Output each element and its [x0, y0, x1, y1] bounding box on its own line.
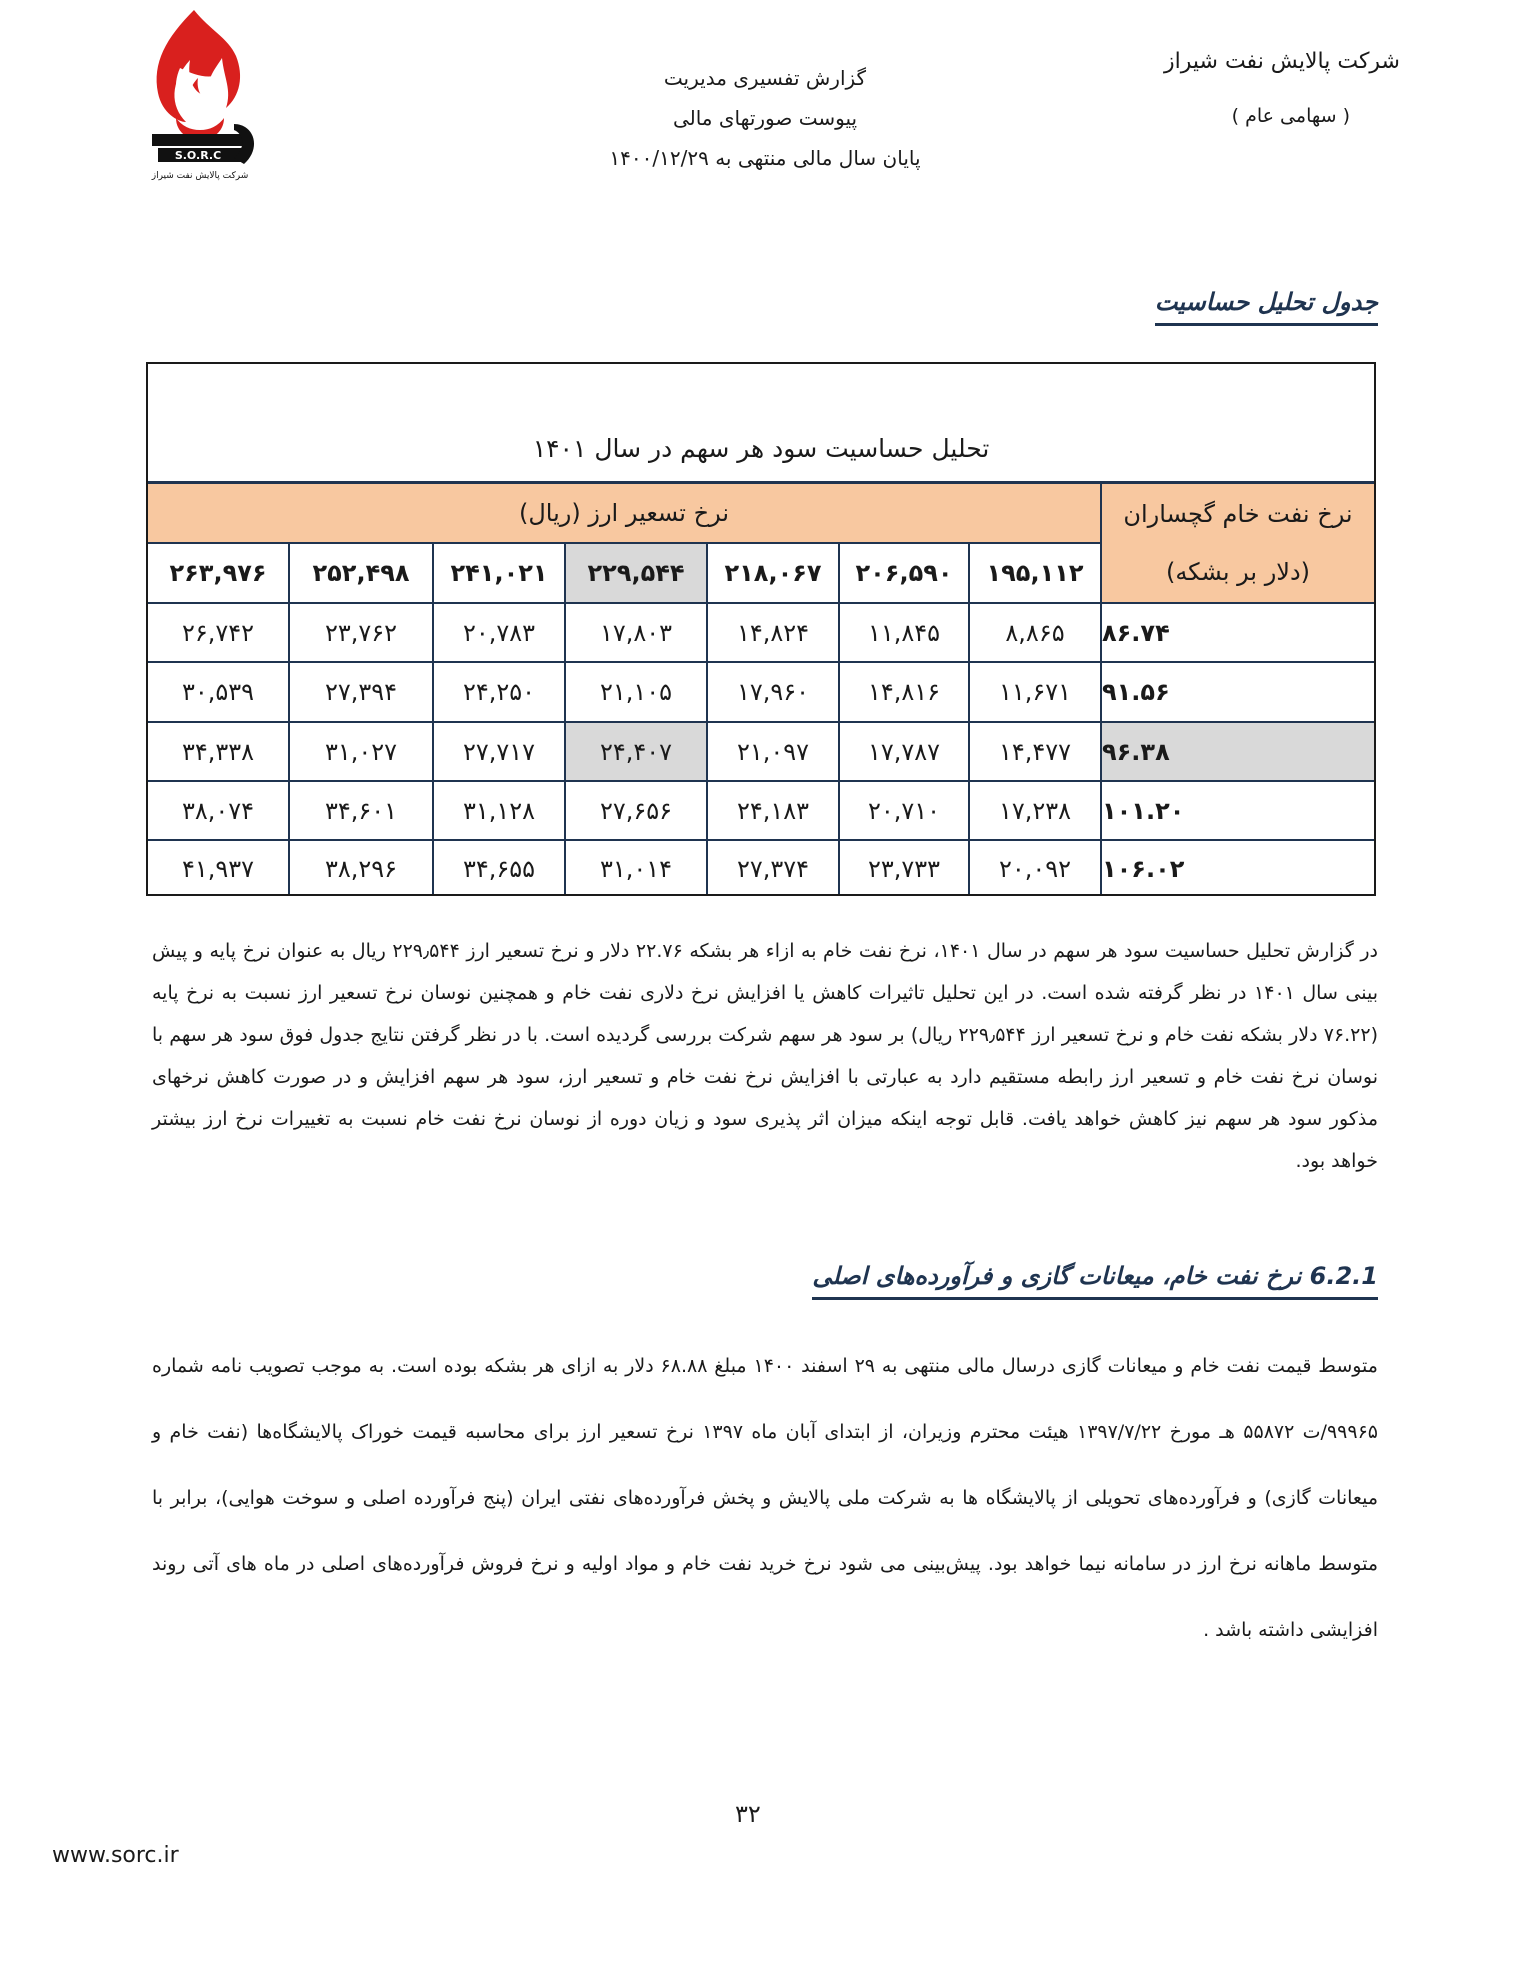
- sorc-logo: [136, 8, 264, 198]
- report-subtitle: پیوست صورتهای مالی: [672, 106, 858, 130]
- oil-price-cell: ۱۰۱.۲۰: [1102, 782, 1374, 841]
- eps-cell: ۳۴,۶۵۵: [434, 841, 566, 896]
- fx-rate-cell: ۲۴۱,۰۲۱: [434, 544, 566, 604]
- svg-text:S.O.R.C: S.O.R.C: [174, 149, 222, 162]
- oil-price-header: [1102, 484, 1374, 604]
- eps-cell: ۲۷,۶۵۶: [566, 782, 708, 841]
- eps-cell: ۲۳,۷۶۲: [290, 604, 434, 663]
- eps-cell: ۴۱,۹۳۷: [148, 841, 290, 896]
- eps-cell: ۳۴,۶۰۱: [290, 782, 434, 841]
- eps-cell: ۳۱,۱۲۸: [434, 782, 566, 841]
- svg-text:شرکت پالایش نفت شیراز: شرکت پالایش نفت شیراز: [151, 171, 249, 181]
- eps-cell: ۲۰,۰۹۲: [970, 841, 1102, 896]
- sensitivity-table: [146, 362, 1376, 896]
- sensitivity-table-heading: جدول تحلیل حساسیت: [1155, 286, 1378, 326]
- company-type: ( سهامی عام ): [1231, 105, 1350, 127]
- sensitivity-grid: [148, 481, 1374, 896]
- eps-cell: ۱۱,۸۴۵: [840, 604, 970, 663]
- eps-cell: ۳۰,۵۳۹: [148, 663, 290, 723]
- report-header: [540, 58, 990, 178]
- fx-rate-cell: ۱۹۵,۱۱۲: [970, 544, 1102, 604]
- eps-cell: ۲۷,۳۹۴: [290, 663, 434, 723]
- eps-cell: ۳۴,۳۳۸: [148, 723, 290, 782]
- eps-cell: ۳۱,۰۱۴: [566, 841, 708, 896]
- table-title: تحلیل حساسیت سود هر سهم در سال ۱۴۰۱: [532, 434, 990, 463]
- sensitivity-explanation: در گزارش تحلیل حساسیت سود هر سهم در سال ۱۴۰۱، نرخ نفت خام به ازاء هر بشکه ۲۲.۷۶ دلار و نرخ تسعیر ارز ۲۲۹٫۵۴۴ ریال به عنوان نرخ پایه و پیش بینی سال ۱۴۰۱ در نظر گرفته شده است. در این تحلیل تاثیرات کاهش یا افزایش نرخ دلاری نفت خام و همچنین نوسان نرخ تسعیر ارز نسبت به نرخ پایه (۷۶.۲۲ دلار بشکه نفت خام و نرخ تسعیر ارز ۲۲۹٫۵۴۴ ریال) بر سود هر سهم شرکت بررسی گردیده است. با در نظر گرفتن نتایج جدول فوق سود هر سهم با نوسان نرخ نفت خام و تسعیر ارز رابطه مستقیم دارد به عبارتی با افزایش نرخ نفت خام و تسعیر ارز، سود هر سهم افزایش و در صورت کاهش نرخهای مذکور سود هر سهم نیز کاهش خواهد یافت. قابل توجه اینکه میزان اثر پذیری سود و زیان دوره از نوسان نرخ نفت خام نسبت به تغییرات نرخ ارز بیشتر خواهد بود.: [152, 940, 1378, 1172]
- company-name-block: [1040, 48, 1400, 130]
- eps-cell: ۲۱,۰۹۷: [708, 723, 840, 782]
- report-period: پایان سال مالی منتهی به ۱۴۰۰/۱۲/۲۹: [609, 146, 921, 170]
- crude-oil-rates-paragraph: متوسط قیمت نفت خام و میعانات گازی درسال مالی منتهی به ۲۹ اسفند ۱۴۰۰ مبلغ ۶۸.۸۸ دلار به ازای هر بشکه بوده است. به موجب تصویب نامه شماره ۹۹۹۶۵/ت ۵۵۸۷۲ هـ مورخ ۱۳۹۷/۷/۲۲ هیئت محترم وزیران، از ابتدای آبان ماه ۱۳۹۷ نرخ تسعیر ارز برای محاسبه قیمت خوراک پالایشگاه‌ها (نفت خام و میعانات گازی) و فرآورده‌های تحویلی از پالایشگاه ها به شرکت ملی پالایش و پخش فرآورده‌های نفتی ایران (پنج فرآورده اصلی و سوخت هوایی)، برابر با متوسط ماهانه نرخ ارز در سامانه نیما خواهد بود. پیش‌بینی می شود نرخ خرید نفت خام و مواد اولیه و نرخ فروش فرآورده‌های اصلی در ماه های آتی روند افزایشی داشته باشد .: [152, 1355, 1378, 1641]
- eps-cell: ۲۴,۲۵۰: [434, 663, 566, 723]
- eps-cell: ۲۱,۱۰۵: [566, 663, 708, 723]
- eps-cell: ۱۴,۴۷۷: [970, 723, 1102, 782]
- page-number: ۳۲: [735, 1800, 761, 1828]
- eps-cell: ۱۴,۸۲۴: [708, 604, 840, 663]
- eps-cell: ۱۴,۸۱۶: [840, 663, 970, 723]
- company-name: شرکت پالایش نفت شیراز: [1164, 49, 1400, 74]
- oil-price-cell: ۹۱.۵۶: [1102, 663, 1374, 723]
- eps-cell: ۲۴,۴۰۷: [566, 723, 708, 782]
- oil-price-cell: ۹۶.۳۸: [1102, 723, 1374, 782]
- eps-cell: ۳۸,۰۷۴: [148, 782, 290, 841]
- eps-cell: ۲۷,۷۱۷: [434, 723, 566, 782]
- eps-cell: ۸,۸۶۵: [970, 604, 1102, 663]
- eps-cell: ۳۱,۰۲۷: [290, 723, 434, 782]
- website-link[interactable]: www.sorc.ir: [52, 1843, 179, 1868]
- fx-rate-cell: ۲۲۹,۵۴۴: [566, 544, 708, 604]
- eps-cell: ۲۳,۷۳۳: [840, 841, 970, 896]
- oil-price-cell: ۸۶.۷۴: [1102, 604, 1374, 663]
- report-title: گزارش تفسیری مدیریت: [663, 66, 867, 90]
- eps-cell: ۲۴,۱۸۳: [708, 782, 840, 841]
- eps-cell: ۱۷,۲۳۸: [970, 782, 1102, 841]
- eps-cell: ۲۰,۷۱۰: [840, 782, 970, 841]
- eps-cell: ۲۶,۷۴۲: [148, 604, 290, 663]
- oil-price-cell: ۱۰۶.۰۲: [1102, 841, 1374, 896]
- fx-rate-cell: ۲۱۸,۰۶۷: [708, 544, 840, 604]
- eps-cell: ۳۸,۲۹۶: [290, 841, 434, 896]
- fx-rate-cell: ۲۵۲,۴۹۸: [290, 544, 434, 604]
- eps-cell: ۱۱,۶۷۱: [970, 663, 1102, 723]
- eps-cell: ۱۷,۸۰۳: [566, 604, 708, 663]
- fx-rate-cell: ۲۰۶,۵۹۰: [840, 544, 970, 604]
- eps-cell: ۱۷,۹۶۰: [708, 663, 840, 723]
- fx-rate-cell: ۲۶۳,۹۷۶: [148, 544, 290, 604]
- crude-oil-rates-heading: 6.2.1 نرخ نفت خام، میعانات گازی و فرآورده‌های اصلی: [812, 1260, 1378, 1300]
- fx-rate-header: نرخ تسعیر ارز (ریال): [148, 484, 1102, 544]
- eps-cell: ۲۷,۳۷۴: [708, 841, 840, 896]
- oil-price-header-line2: (دلار بر بشکه): [1165, 558, 1311, 586]
- eps-cell: ۱۷,۷۸۷: [840, 723, 970, 782]
- oil-price-header-line1: نرخ نفت خام گچساران: [1123, 500, 1353, 528]
- flame-logo-icon: [136, 8, 264, 198]
- eps-cell: ۲۰,۷۸۳: [434, 604, 566, 663]
